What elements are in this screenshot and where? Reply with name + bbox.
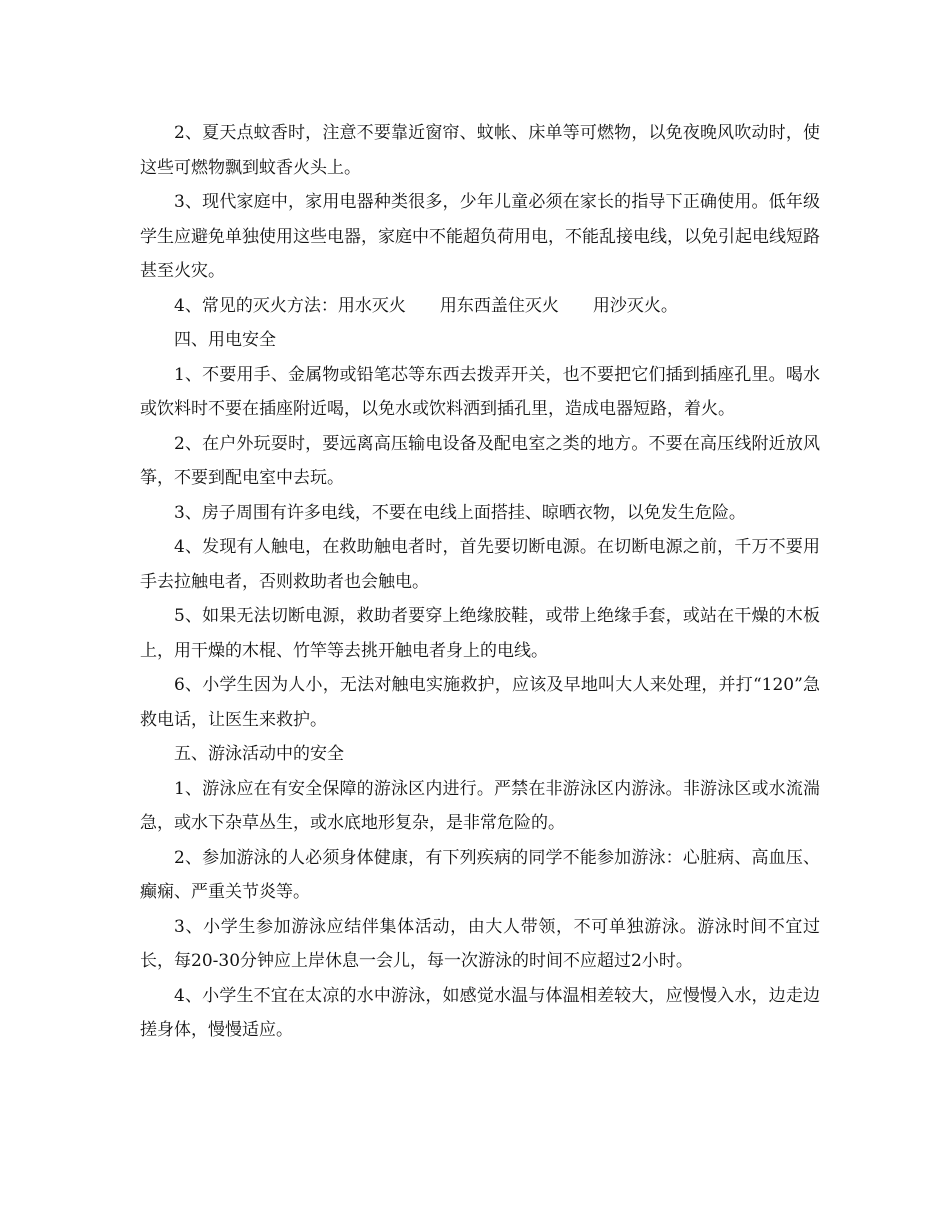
paragraph-electric-call-help: 6、小学生因为人小，无法对触电实施救护，应该及早地叫大人来处理，并打“120”急救电话，让医生来救护。 [140, 675, 820, 730]
paragraph-fire-mosquito-coil: 2、夏天点蚊香时，注意不要靠近窗帘、蚊帐、床单等可燃物，以免夜晚风吹动时，使这些可燃物飘到蚊香火头上。 [140, 123, 820, 178]
section-heading-electrical-safety: 四、用电安全 [174, 330, 276, 350]
section-heading-swimming-safety: 五、游泳活动中的安全 [174, 744, 344, 764]
document-page [140, 116, 820, 1048]
paragraph-fire-extinguish-methods: 4、常见的灭火方法：用水灭火 用东西盖住灭火 用沙灭火。 [174, 295, 678, 316]
paragraph-swim-health: 2、参加游泳的人必须身体健康，有下列疾病的同学不能参加游泳：心脏病、高血压、癫痫、严重关节炎等。 [140, 847, 820, 902]
paragraph-electric-sockets: 1、不要用手、金属物或铅笔芯等东西去拨弄开关，也不要把它们插到插座孔里。喝水或饮料时不要在插座附近喝，以免水或饮料洒到插孔里，造成电器短路，着火。 [140, 364, 820, 419]
paragraph-electric-rescue-insulation: 5、如果无法切断电源，救助者要穿上绝缘胶鞋，或带上绝缘手套，或站在干燥的木板上，用干燥的木棍、竹竿等去挑开触电者身上的电线。 [140, 606, 820, 661]
paragraph-electric-rescue-cut-power: 4、发现有人触电，在救助触电者时，首先要切断电源。在切断电源之前，千万不要用手去拉触电者，否则救助者也会触电。 [140, 537, 820, 592]
paragraph-swim-cold-water: 4、小学生不宜在太凉的水中游泳，如感觉水温与体温相差较大，应慢慢入水，边走边搓身体，慢慢适应。 [140, 985, 820, 1040]
paragraph-swim-group: 3、小学生参加游泳应结伴集体活动，由大人带领，不可单独游泳。游泳时间不宜过长，每20-30分钟应上岸休息一会儿，每一次游泳的时间不应超过2小时。 [140, 916, 820, 971]
paragraph-swim-safe-zone: 1、游泳应在有安全保障的游泳区内进行。严禁在非游泳区内游泳。非游泳区或水流湍急，或水下杂草丛生，或水底地形复杂，是非常危险的。 [140, 778, 820, 833]
paragraph-fire-appliances: 3、现代家庭中，家用电器种类很多，少年儿童必须在家长的指导下正确使用。低年级学生应避免单独使用这些电器，家庭中不能超负荷用电，不能乱接电线，以免引起电线短路甚至火灾。 [140, 192, 820, 281]
paragraph-electric-outdoor: 2、在户外玩耍时，要远离高压输电设备及配电室之类的地方。不要在高压线附近放风筝，不要到配电室中去玩。 [140, 433, 820, 488]
paragraph-electric-wires: 3、房子周围有许多电线，不要在电线上面搭挂、晾晒衣物，以免发生危险。 [174, 502, 746, 523]
